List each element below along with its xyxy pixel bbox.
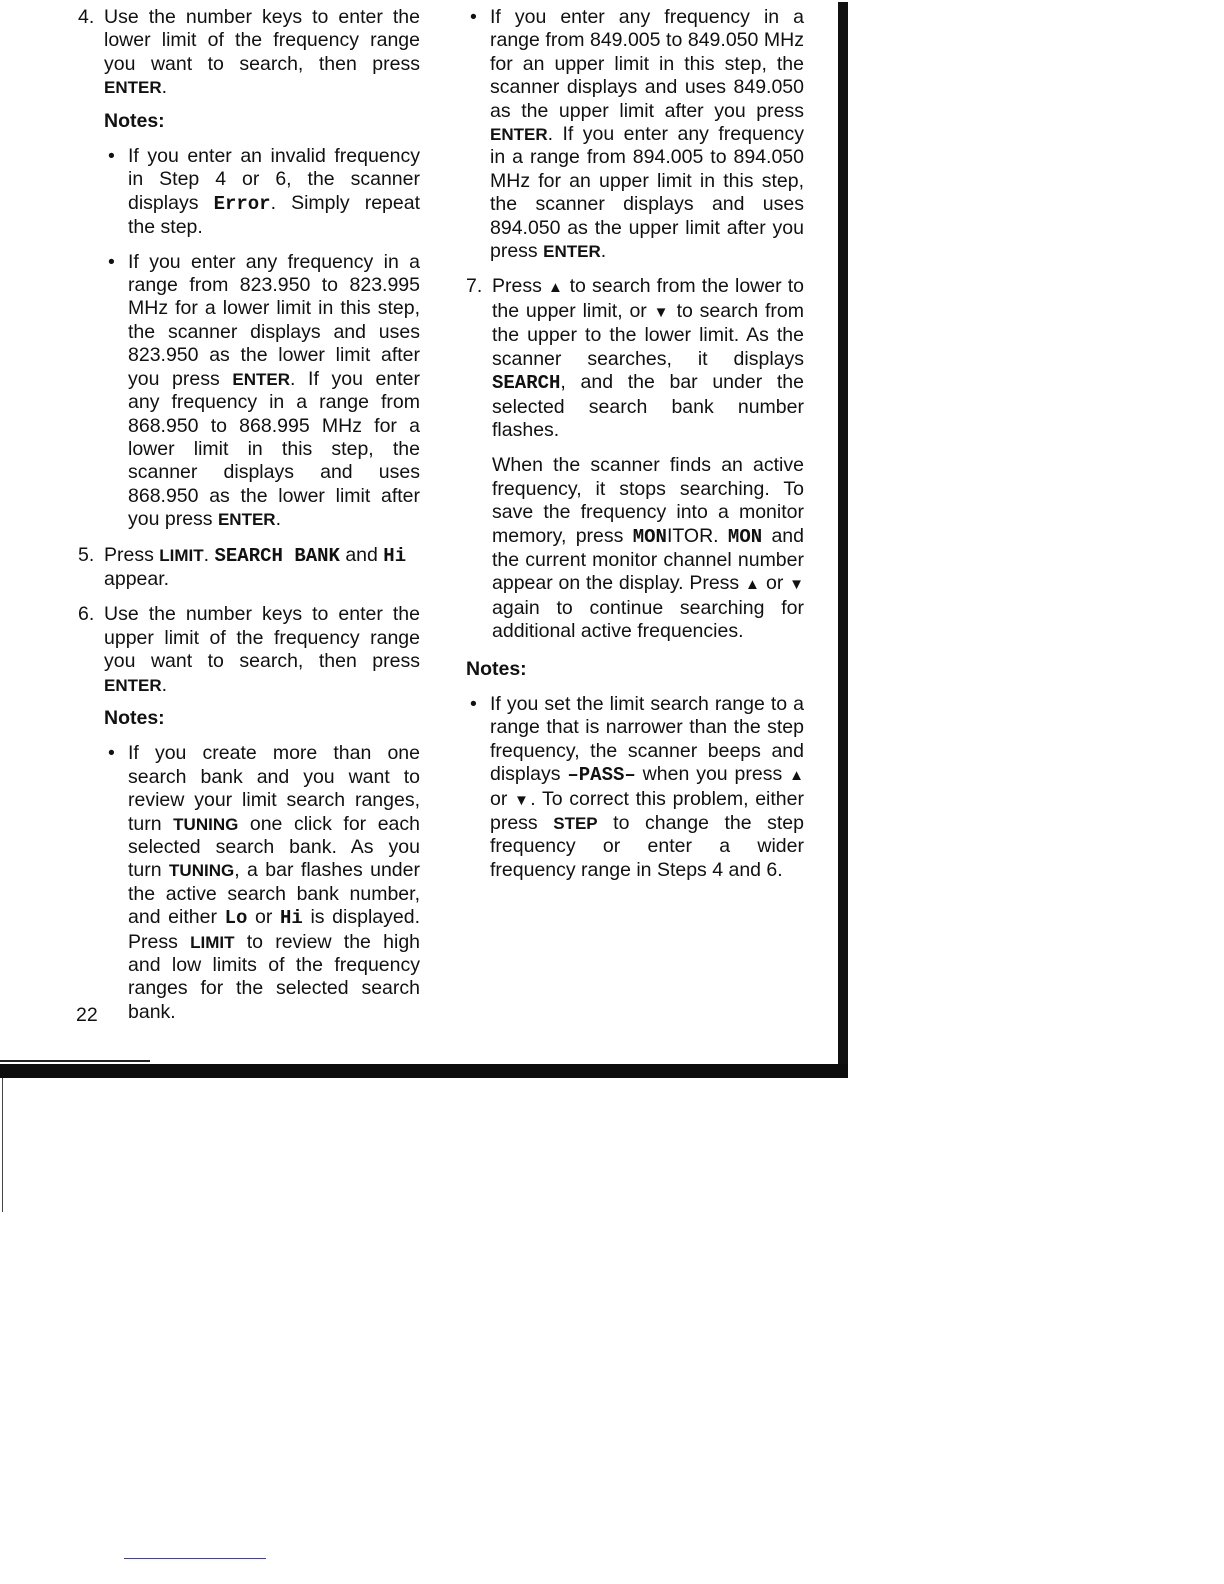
step-4-number: 4. [78,6,95,28]
right-column [466,0,804,893]
step-4-text: Use the number keys to enter the lower limit of the frequency range you want to search, then press ENTER. [104,6,420,99]
step-7-number: 7. [466,275,483,298]
left-column [78,0,420,1036]
step-7-paragraph-2: When the scanner finds an active frequency, it stops searching. To save the frequency into a monitor memory, press MONITOR. MON and the current monitor channel number appear on the display. Press ▲ or ▼ again to continue searching for additional active frequencies. [492,454,804,643]
step-6-notes [104,742,420,1024]
bottom-rule-thick [0,1064,848,1078]
step-4-note-invalid-frequency: • If you enter an invalid frequency in Step 4 or 6, the scanner displays Error. Simply repeat the step. [104,145,420,240]
step-6-notes-continued [466,6,804,263]
step-7-text: Press ▲ to search from the lower to the upper limit, or ▼ to search from the upper to the lower limit. As the scanner searches, it displays SEARCH, and the bar under the selected search bank number flashes. [492,275,804,441]
step-4-note-lower-limit-range: • If you enter any frequency in a range from 823.950 to 823.995 MHz for a lower limit in this step, the scanner displays and uses 823.950 as the lower limit after you press ENTER. If you enter any frequency in a range from 868.950 to 868.995 MHz for a lower limit in this step, the scanner displays and uses 868.950 as the lower limit after you press ENTER. [104,251,420,532]
final-note-narrow-range: • If you set the limit search range to a range that is narrower than the step frequency, the scanner beeps and displays –PASS– when you press ▲ or ▼. To correct this problem, either press STEP to change the step frequency or enter a wider frequency range in Steps 4 and 6. [466,693,804,882]
step-4-notes-heading: Notes: [104,109,165,132]
page-edge-bar [838,2,848,1074]
final-notes [466,693,804,882]
step-5-text: Press LIMIT. SEARCH BANK and Hi appear. [104,543,407,590]
left-edge-line [2,1078,3,1212]
step-5 [78,544,420,592]
step-6-text: Use the number keys to enter the upper limit of the frequency range you want to search, then press ENTER. [104,603,420,696]
step-6-note-review-ranges: • If you create more than one search bank and you want to review your limit search ranges, turn TUNING one click for each selected search bank. As you turn TUNING, a bar flashes under the active search bank number, and either Lo or Hi is displayed. Press LIMIT to review the high and low limits of the frequency ranges for the selected search bank. [104,742,420,1024]
step-4-notes [104,145,420,532]
step-6-note-upper-limit-range: • If you enter any frequency in a range from 849.005 to 849.050 MHz for an upper limit in this step, the scanner displays and uses 849.050 as the upper limit after you press ENTER. If you enter any frequency in a range from 894.005 to 894.050 MHz for an upper limit in this step, the scanner displays and uses 894.050 as the upper limit after you press ENTER. [466,6,804,263]
step-6-number: 6. [78,603,95,626]
final-notes-heading: Notes: [466,657,527,680]
step-6-notes-heading: Notes: [104,706,165,729]
bottom-rule-thin [0,1060,150,1062]
step-4 [78,6,420,532]
step-6 [78,603,420,1024]
step-7 [466,275,804,643]
step-5-number: 5. [78,543,95,566]
page-number: 22 [76,1004,98,1026]
scan-artifact-line [124,1558,266,1559]
